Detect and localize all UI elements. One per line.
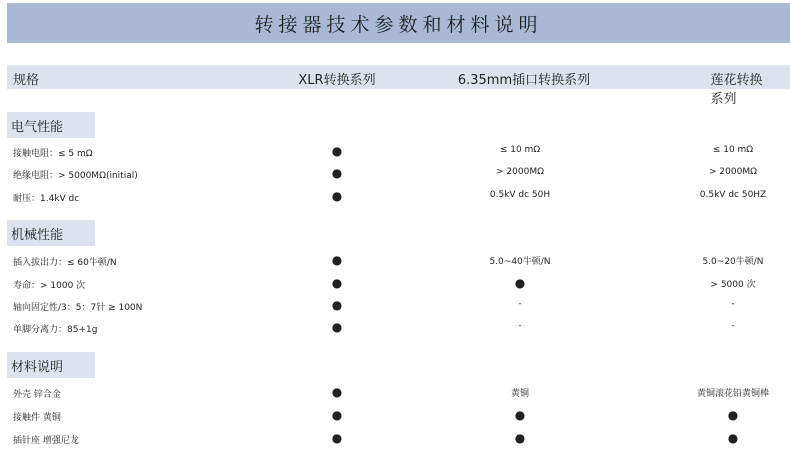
- table-row: [0, 431, 790, 447]
- table-row: [0, 276, 790, 292]
- section-materials: 材料说明: [7, 352, 95, 378]
- cell-xlr: ●: [331, 189, 343, 203]
- row-label: 寿命：> 1000 次: [13, 281, 86, 291]
- cell-rca: ●: [727, 431, 739, 445]
- header-635mm: 6.35mm插口转换系列: [457, 73, 591, 88]
- cell-635mm: > 2000MΩ: [496, 167, 544, 177]
- cell-rca: 黄铜滚花铅黄铜棒: [696, 389, 770, 399]
- table-row: [0, 166, 790, 182]
- cell-xlr: ●: [331, 298, 343, 312]
- table-row: [0, 189, 790, 205]
- row-label: 插入拔出力：≤ 60牛顿/N: [13, 258, 117, 268]
- row-label: 接触电阻：≤ 5 mΩ: [13, 149, 93, 159]
- row-label: 耐压：1.4kV dc: [13, 194, 80, 204]
- row-label: 接触件 黄铜: [13, 413, 61, 423]
- table-row: [0, 298, 790, 314]
- cell-rca: ≤ 10 mΩ: [712, 145, 754, 155]
- cell-635mm: ≤ 10 mΩ: [499, 145, 541, 155]
- table-row: [0, 253, 790, 269]
- cell-rca: > 2000MΩ: [709, 167, 757, 177]
- cell-635mm: -: [518, 299, 522, 309]
- table-header: [7, 65, 790, 107]
- cell-xlr: ●: [331, 276, 343, 290]
- cell-xlr: ●: [331, 253, 343, 267]
- table-row: [0, 408, 790, 424]
- cell-rca: > 5000 次: [710, 280, 756, 290]
- cell-635mm: 黄铜: [510, 389, 530, 399]
- cell-635mm: 5.0~40牛顿/N: [489, 257, 551, 267]
- cell-635mm: -: [518, 321, 522, 331]
- row-label: 轴向固定性/3：5：7针 ≥ 100N: [13, 303, 143, 313]
- cell-635mm: ●: [514, 431, 526, 445]
- cell-rca: -: [731, 299, 735, 309]
- table-row: [0, 320, 790, 336]
- cell-xlr: ●: [331, 144, 343, 158]
- title-bar: [7, 3, 790, 43]
- row-label: 绝缘电阻：> 5000MΩ(initial): [13, 171, 138, 181]
- row-label: 单脚分离力：85+1g: [13, 325, 98, 335]
- section-mechanical: 机械性能: [7, 220, 95, 246]
- cell-rca: -: [731, 321, 735, 331]
- cell-xlr: ●: [331, 385, 343, 399]
- section-electrical: 电气性能: [7, 112, 95, 138]
- row-label: 插针座 增强尼龙: [13, 436, 79, 446]
- cell-635mm: ●: [514, 276, 526, 290]
- header-rca: 莲花转换系列: [710, 73, 763, 107]
- cell-635mm: ●: [514, 408, 526, 422]
- cell-rca: ●: [727, 408, 739, 422]
- cell-xlr: ●: [331, 408, 343, 422]
- cell-xlr: ●: [331, 431, 343, 445]
- cell-xlr: ●: [331, 320, 343, 334]
- row-label: 外壳 锌合金: [13, 390, 61, 400]
- table-row: [0, 385, 790, 401]
- cell-xlr: ●: [331, 166, 343, 180]
- cell-rca: 0.5kV dc 50HZ: [699, 190, 767, 200]
- header-spec: 规格: [13, 73, 40, 88]
- cell-rca: 5.0~20牛顿/N: [702, 257, 764, 267]
- header-xlr: XLR转换系列: [298, 73, 376, 88]
- page-title: 转接器技术参数和材料说明: [254, 13, 543, 36]
- table-row: [0, 144, 790, 160]
- cell-635mm: 0.5kV dc 50H: [489, 190, 551, 200]
